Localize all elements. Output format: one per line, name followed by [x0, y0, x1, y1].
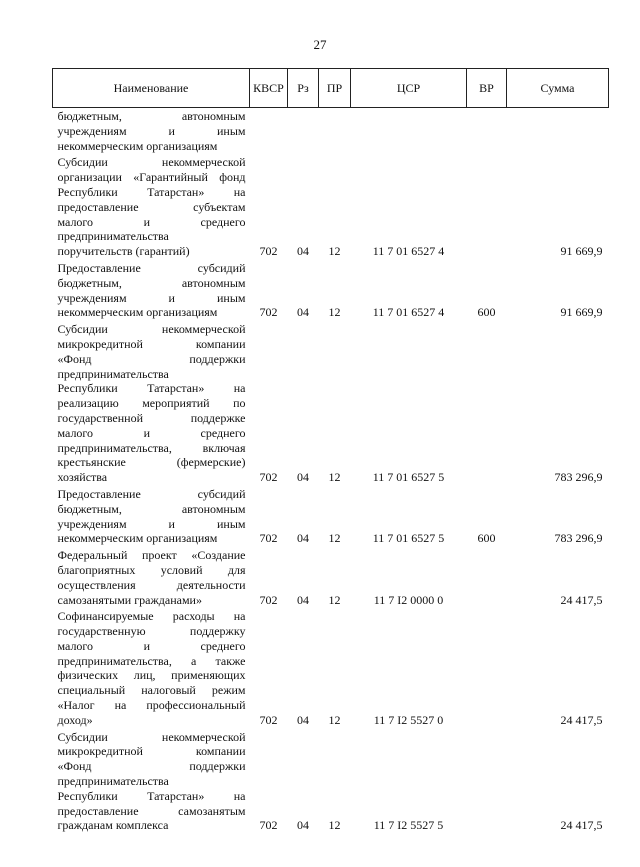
table-row	[53, 260, 609, 321]
cell-kvsr: 702	[259, 818, 278, 833]
row-name-line: реализацию мероприятий по	[57, 396, 246, 411]
row-name-line: бюджетным, автономным	[57, 275, 246, 290]
row-name-line: государственной поддержке	[57, 410, 246, 425]
table-row	[53, 547, 609, 608]
cell-kvsr: 702	[259, 712, 278, 727]
row-name-line: организации «Гарантийный фонд	[57, 170, 246, 185]
row-name-line: хозяйства	[57, 470, 108, 485]
cell-pr: 12	[328, 244, 341, 259]
header-name: Наименование	[53, 69, 250, 108]
row-name-line: предпринимательства	[57, 366, 169, 381]
row-name	[53, 260, 250, 321]
row-name-line: предпринимательства, включая	[57, 440, 246, 455]
header-csr: ЦСР	[351, 69, 467, 108]
row-name-line: «Фонд поддержки	[57, 351, 246, 366]
cell-sum: 24 417,5	[560, 818, 603, 833]
row-name-line: предпринимательства, а также	[57, 653, 246, 668]
cell-csr: 11 7 01 6527 4	[372, 244, 445, 259]
cell-sum: 783 296,9	[554, 531, 603, 546]
cell-rz: 04	[297, 305, 309, 320]
page-number: 27	[313, 37, 327, 52]
row-name-line: бюджетным, автономным	[57, 109, 246, 123]
row-name	[53, 486, 250, 547]
header-vr: ВР	[467, 69, 507, 108]
row-name-line: физических лиц, применяющих	[57, 668, 246, 683]
row-name	[53, 547, 250, 608]
cell-csr: 11 7 I2 5527 0	[373, 712, 444, 727]
cell-sum: 91 669,9	[560, 244, 603, 259]
cell-sum: 91 669,9	[560, 305, 603, 320]
cell-sum: 783 296,9	[554, 470, 603, 485]
cell-pr: 12	[328, 712, 341, 727]
row-name-line: «Фонд поддержки	[57, 759, 246, 774]
cell-kvsr: 702	[259, 531, 278, 546]
cell-kvsr	[250, 108, 288, 155]
header-rz: Рз	[288, 69, 319, 108]
row-name-line: Софинансируемые расходы на	[57, 609, 246, 624]
row-name-line: некоммерческим организациям	[57, 531, 218, 546]
cell-vr	[467, 321, 507, 486]
cell-vr: 600	[477, 305, 496, 320]
header-sum: Сумма	[507, 69, 609, 108]
row-name	[53, 154, 250, 260]
cell-csr: 11 7 I2 0000 0	[373, 592, 444, 607]
cell-vr: 600	[477, 531, 496, 546]
row-name-line: Субсидии некоммерческой	[57, 729, 246, 744]
budget-table	[52, 68, 609, 834]
row-name-line: осуществления деятельности	[57, 577, 246, 592]
row-name-line: Предоставление субсидий	[57, 486, 246, 501]
row-name-line: «Налог на профессиональный	[57, 698, 246, 713]
row-name-line: Субсидии некоммерческой	[57, 322, 246, 337]
cell-kvsr: 702	[259, 244, 278, 259]
table-row	[53, 486, 609, 547]
cell-csr: 11 7 01 6527 5	[372, 470, 445, 485]
row-name-line: Республики Татарстан» на	[57, 184, 246, 199]
cell-pr: 12	[328, 531, 341, 546]
table-row	[53, 108, 609, 155]
row-name-line: учреждениям и иным	[57, 290, 246, 305]
row-name-line: малого и среднего	[57, 638, 246, 653]
row-name-line: специальный налоговый режим	[57, 683, 246, 698]
row-name-line: Республики Татарстан» на	[57, 381, 246, 396]
cell-vr	[467, 729, 507, 835]
row-name-line: Федеральный проект «Создание	[57, 548, 246, 563]
row-name-line: бюджетным, автономным	[57, 501, 246, 516]
table-header-row	[53, 69, 609, 108]
header-pr: ПР	[319, 69, 351, 108]
row-name-line: микрокредитной компании	[57, 336, 246, 351]
cell-csr: 11 7 01 6527 4	[372, 305, 445, 320]
cell-rz: 04	[297, 712, 309, 727]
cell-pr: 12	[328, 592, 341, 607]
row-name-line: малого и среднего	[57, 214, 246, 229]
cell-vr	[467, 154, 507, 260]
cell-vr	[467, 108, 507, 155]
cell-kvsr: 702	[259, 305, 278, 320]
row-name-line: поручительств (гарантий)	[57, 244, 190, 259]
header-kvsr: КВСР	[250, 69, 288, 108]
row-name-line: Предоставление субсидий	[57, 260, 246, 275]
cell-vr	[467, 608, 507, 728]
cell-csr	[351, 108, 467, 155]
row-name-line: Субсидии некоммерческой	[57, 155, 246, 170]
row-name	[53, 729, 250, 835]
cell-rz: 04	[297, 592, 309, 607]
row-name	[53, 608, 250, 728]
cell-csr: 11 7 I2 5527 5	[373, 818, 444, 833]
cell-vr	[467, 547, 507, 608]
row-name-line: благоприятных условий для	[57, 562, 246, 577]
row-name-line: микрокредитной компании	[57, 744, 246, 759]
cell-pr	[319, 108, 351, 155]
cell-kvsr: 702	[259, 470, 278, 485]
cell-pr: 12	[328, 470, 341, 485]
row-name-line: предоставление субъектам	[57, 199, 246, 214]
table-row	[53, 608, 609, 728]
cell-rz: 04	[297, 818, 309, 833]
cell-csr: 11 7 01 6527 5	[372, 531, 445, 546]
row-name-line: некоммерческим организациям	[57, 138, 218, 153]
cell-sum: 24 417,5	[560, 712, 603, 727]
cell-pr: 12	[328, 818, 341, 833]
cell-kvsr: 702	[259, 592, 278, 607]
row-name-line: предпринимательства	[57, 229, 169, 244]
row-name-line: самозанятыми гражданами»	[57, 592, 202, 607]
row-name	[53, 108, 250, 155]
row-name-line: предпринимательства	[57, 774, 169, 789]
cell-pr: 12	[328, 305, 341, 320]
row-name-line: некоммерческим организациям	[57, 305, 218, 320]
table-row	[53, 321, 609, 486]
row-name-line: малого и среднего	[57, 425, 246, 440]
cell-rz: 04	[297, 470, 309, 485]
table-body	[53, 108, 609, 835]
row-name-line: государственную поддержку	[57, 624, 246, 639]
row-name-line: предоставление самозанятым	[57, 803, 246, 818]
row-name-line: гражданам комплекса	[57, 818, 169, 833]
row-name-line: учреждениям и иным	[57, 516, 246, 531]
row-name-line: доход»	[57, 712, 93, 727]
cell-sum: 24 417,5	[560, 592, 603, 607]
row-name-line: крестьянские (фермерские)	[57, 455, 246, 470]
row-name-line: учреждениям и иным	[57, 123, 246, 138]
table-row	[53, 729, 609, 835]
cell-rz	[288, 108, 319, 155]
row-name	[53, 321, 250, 486]
cell-rz: 04	[297, 531, 309, 546]
cell-rz: 04	[297, 244, 309, 259]
row-name-line: Республики Татарстан» на	[57, 788, 246, 803]
table-row	[53, 154, 609, 260]
cell-sum	[507, 108, 609, 155]
